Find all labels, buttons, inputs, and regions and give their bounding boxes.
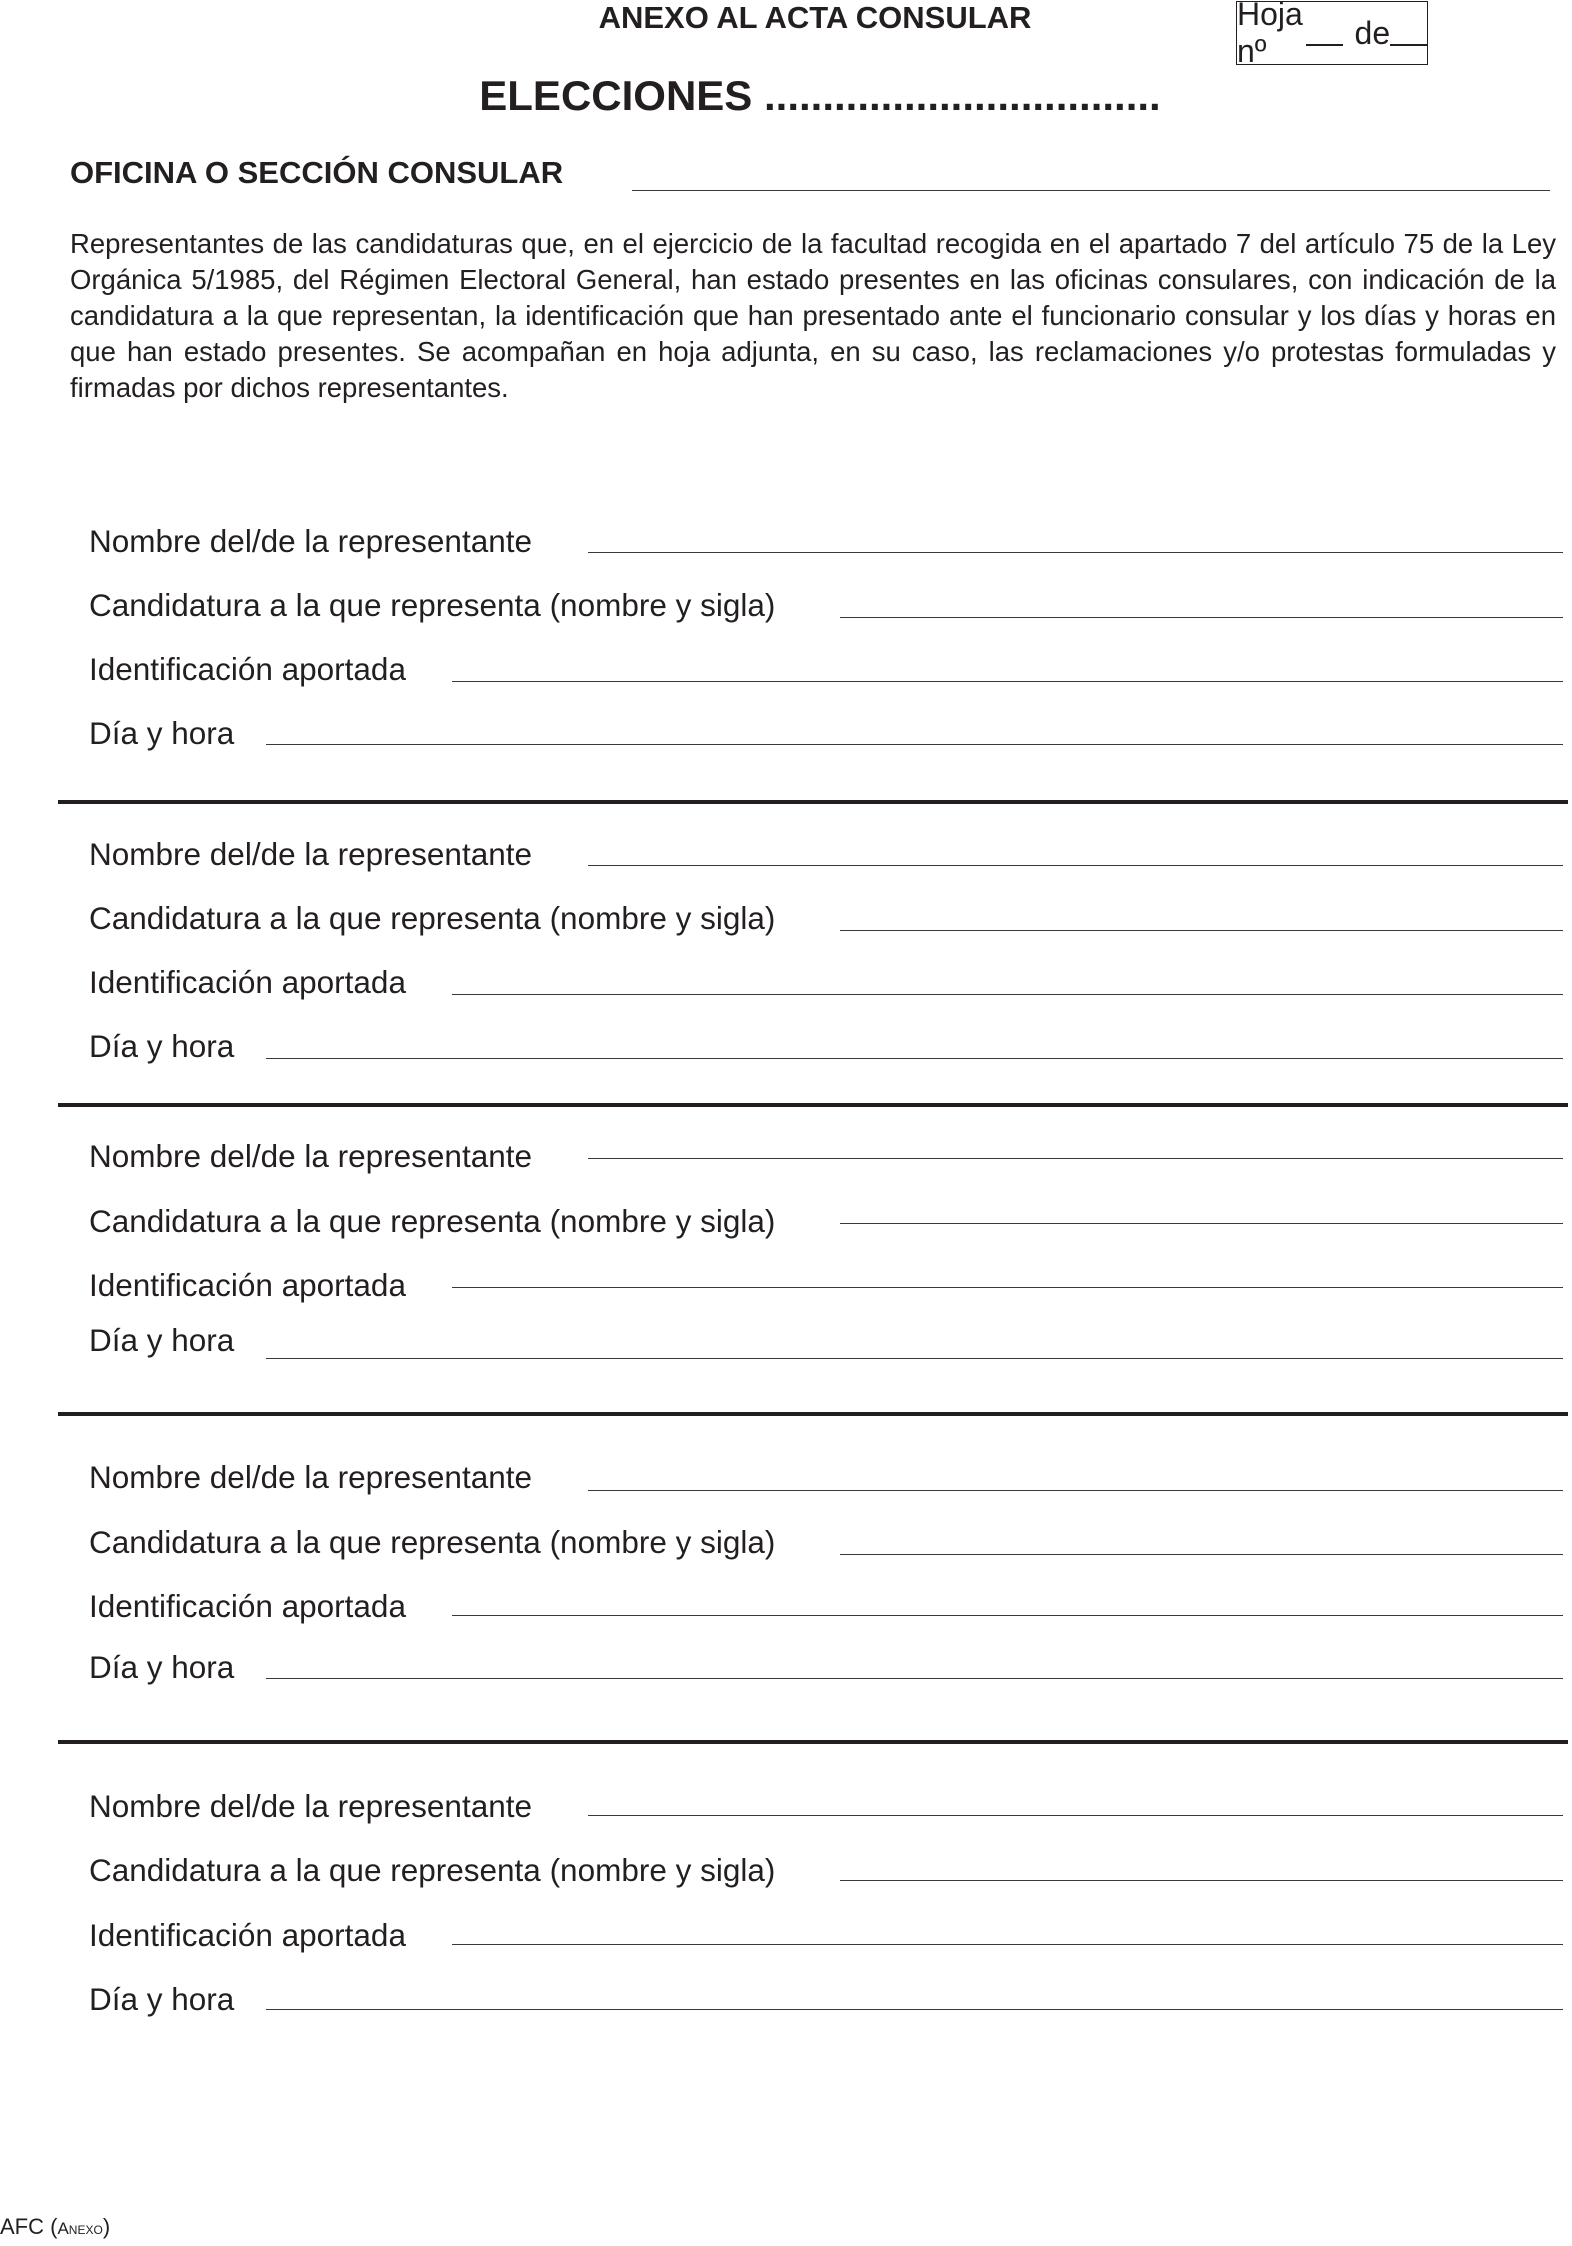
candidacy-field[interactable] [840,1880,1563,1881]
form-code-prefix: AFC ( [0,2214,58,2239]
date-time-label: Día y hora [89,1322,235,1358]
identification-label: Identificación aportada [89,1917,406,1953]
identification-field[interactable] [452,994,1563,995]
sheet-number-box [1236,0,1428,69]
date-time-field[interactable] [266,744,1563,745]
intro-paragraph: Representantes de las candidaturas que, en el ejercicio de la facultad recogida en el apartado 7 del artículo 75 de la Ley Orgánica 5/1985, del Régimen Electoral General, han estado presentes en las oficinas consulares, con indicación de la candidatura a la que representan, la identificación que han presentado ante el funcionario consular y los días y horas en que han estado presentes. Se acompañan en hoja adjunta, en su caso, las reclamaciones y/o protestas formuladas y firmadas por dichos representantes. [70,228,1556,403]
form-code-suffix: ) [102,2214,111,2239]
elections-heading: ELECCIONES .................................. [479,72,1161,119]
candidacy-field[interactable] [840,1223,1563,1224]
consular-office-field[interactable] [632,190,1550,191]
representative-name-label: Nombre del/de la representante [89,1138,533,1174]
consular-office-label: OFICINA O SECCIÓN CONSULAR [70,155,564,190]
section-divider [58,1103,1568,1107]
identification-label: Identificación aportada [89,1267,406,1303]
sheet-total-label: de [1354,14,1391,51]
section-divider [58,800,1568,804]
section-divider [58,1412,1568,1416]
form-code-annex: Anexo [57,2219,103,2238]
date-time-field[interactable] [266,2009,1563,2010]
identification-label: Identificación aportada [89,1588,406,1624]
representative-name-field[interactable] [588,1158,1563,1159]
form-code [0,2214,110,2240]
date-time-field[interactable] [266,1358,1563,1359]
representative-name-label: Nombre del/de la representante [89,523,533,559]
section-divider [58,1740,1568,1744]
representative-name-field[interactable] [588,1815,1563,1816]
representative-name-field[interactable] [588,865,1563,866]
sheet-number-field[interactable] [1306,20,1343,46]
representative-name-label: Nombre del/de la representante [89,1459,533,1495]
identification-field[interactable] [452,681,1563,682]
identification-field[interactable] [452,1615,1563,1616]
candidacy-label: Candidatura a la que representa (nombre y sigla) [89,1524,776,1560]
date-time-label: Día y hora [89,715,235,751]
date-time-field[interactable] [266,1678,1563,1679]
candidacy-field[interactable] [840,1554,1563,1555]
date-time-label: Día y hora [89,1028,235,1064]
candidacy-label: Candidatura a la que representa (nombre y sigla) [89,900,776,936]
identification-field[interactable] [452,1287,1563,1288]
representative-name-label: Nombre del/de la representante [89,1788,533,1824]
candidacy-field[interactable] [840,930,1563,931]
date-time-label: Día y hora [89,1981,235,2017]
candidacy-field[interactable] [840,617,1563,618]
identification-field[interactable] [452,1944,1563,1945]
candidacy-label: Candidatura a la que representa (nombre y sigla) [89,1852,776,1888]
identification-label: Identificación aportada [89,964,406,1000]
date-time-label: Día y hora [89,1649,235,1685]
candidacy-label: Candidatura a la que representa (nombre y sigla) [89,1203,776,1239]
representative-name-label: Nombre del/de la representante [89,836,533,872]
document-title: ANEXO AL ACTA CONSULAR [598,0,1032,35]
identification-label: Identificación aportada [89,651,406,687]
date-time-field[interactable] [266,1058,1563,1059]
representative-name-field[interactable] [588,552,1563,553]
representative-name-field[interactable] [588,1490,1563,1491]
candidacy-label: Candidatura a la que representa (nombre y sigla) [89,587,776,623]
sheet-total-field[interactable] [1390,20,1427,46]
sheet-number-label: Hoja nº [1237,0,1303,69]
